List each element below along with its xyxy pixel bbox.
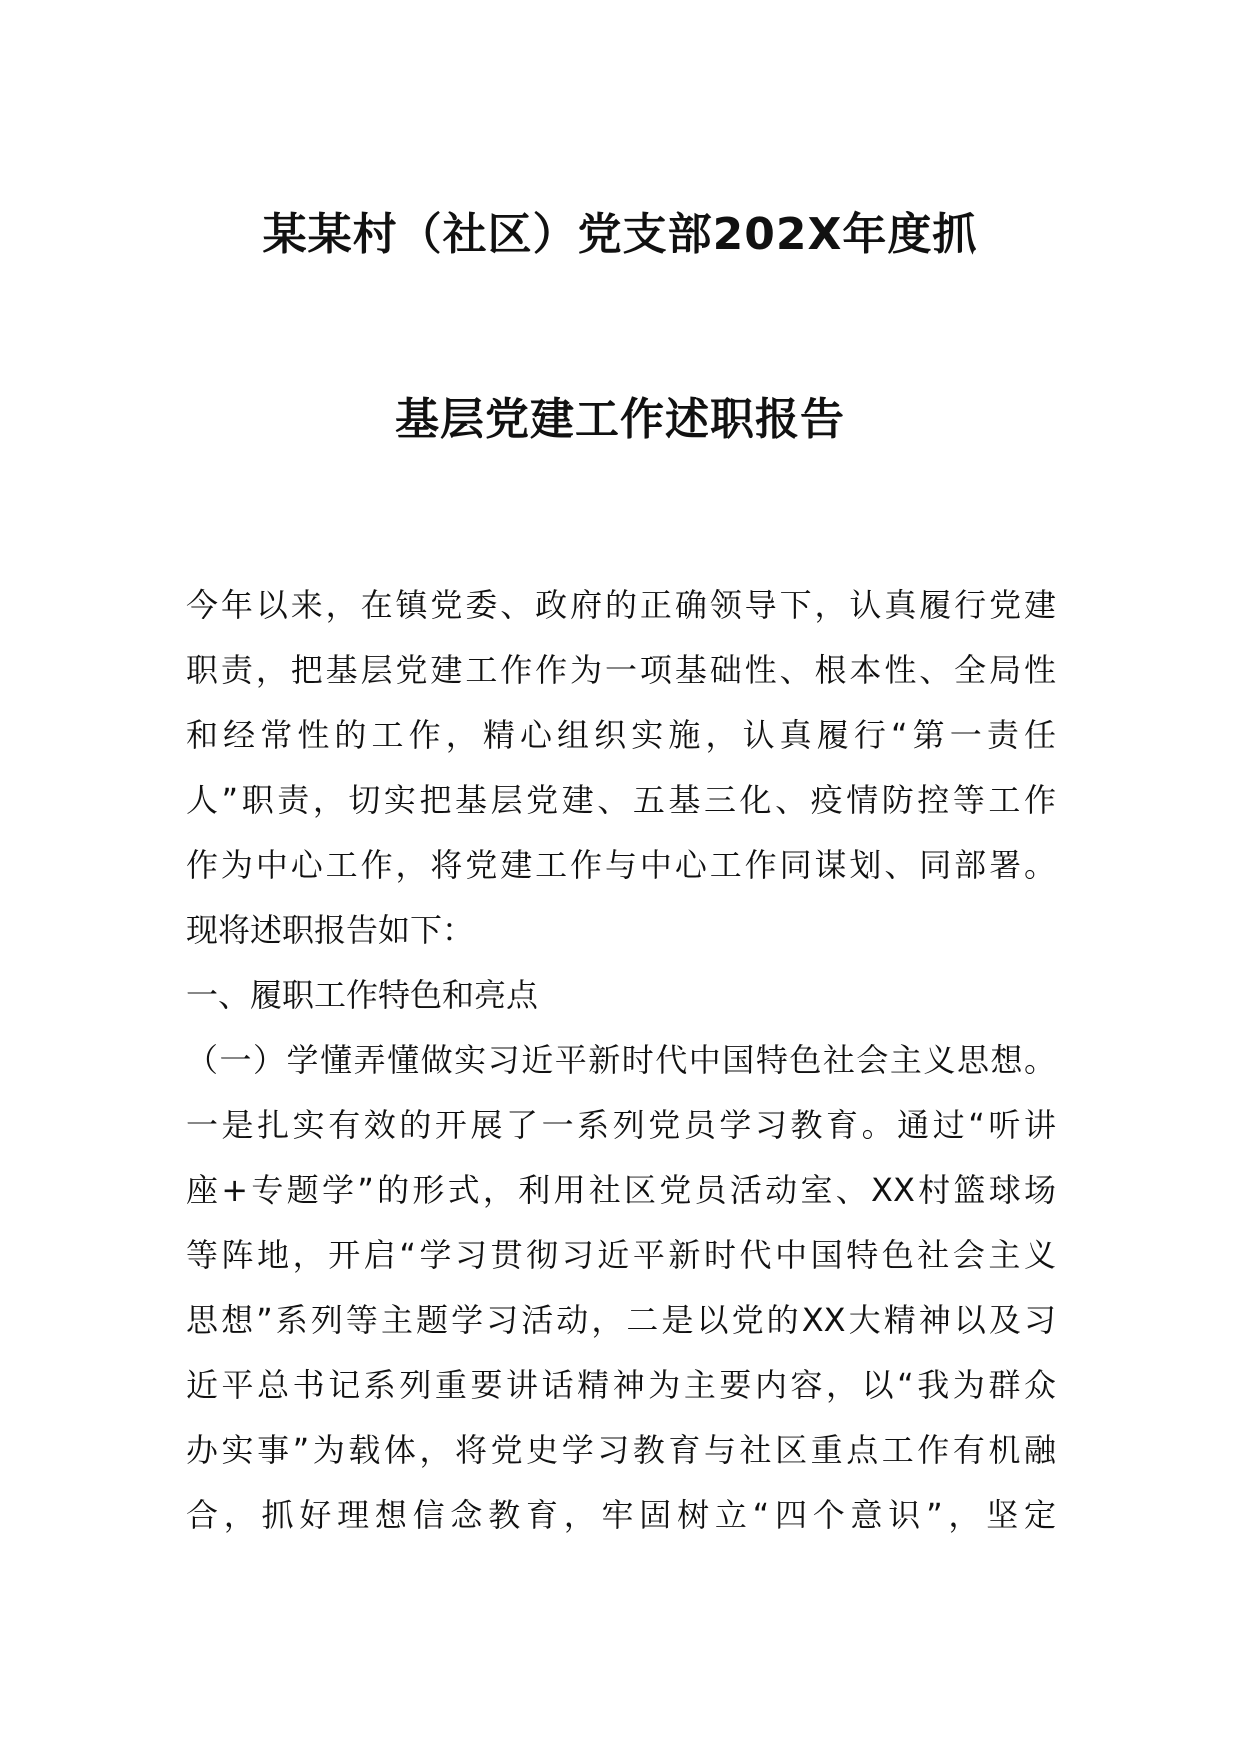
body-line: 办实事”为载体，将党史学习教育与社区重点工作有机融 bbox=[186, 1431, 1056, 1469]
body-line: 人”职责，切实把基层党建、五基三化、疫情防控等工作 bbox=[186, 781, 1056, 819]
body-line: 和经常性的工作，精心组织实施，认真履行“第一责任 bbox=[186, 716, 1056, 754]
subsection-heading: （一）学懂弄懂做实习近平新时代中国特色社会主义思想。 bbox=[186, 1041, 1056, 1079]
body-line: 作为中心工作，将党建工作与中心工作同谋划、同部署。 bbox=[186, 846, 1056, 884]
body-line: 一是扎实有效的开展了一系列党员学习教育。通过“听讲 bbox=[186, 1106, 1056, 1144]
document-title-line-1: 某某村（社区）党支部202X年度抓 bbox=[262, 209, 978, 260]
body-line: 今年以来，在镇党委、政府的正确领导下，认真履行党建 bbox=[186, 586, 1056, 624]
body-line: 现将述职报告如下： bbox=[186, 911, 475, 949]
body-line: 座+专题学”的形式，利用社区党员活动室、XX村篮球场 bbox=[186, 1171, 1056, 1209]
body-line: 合，抓好理想信念教育，牢固树立“四个意识”，坚定 bbox=[186, 1496, 1056, 1534]
body-line: 职责，把基层党建工作作为一项基础性、根本性、全局性 bbox=[186, 651, 1056, 689]
body-line: 等阵地，开启“学习贯彻习近平新时代中国特色社会主义 bbox=[186, 1236, 1056, 1274]
document-title-line-2: 基层党建工作述职报告 bbox=[395, 394, 845, 445]
section-heading: 一、履职工作特色和亮点 bbox=[186, 976, 539, 1014]
body-line: 思想”系列等主题学习活动，二是以党的XX大精神以及习 bbox=[186, 1301, 1056, 1339]
body-line: 近平总书记系列重要讲话精神为主要内容，以“我为群众 bbox=[186, 1366, 1056, 1404]
document-body bbox=[186, 573, 1056, 1548]
